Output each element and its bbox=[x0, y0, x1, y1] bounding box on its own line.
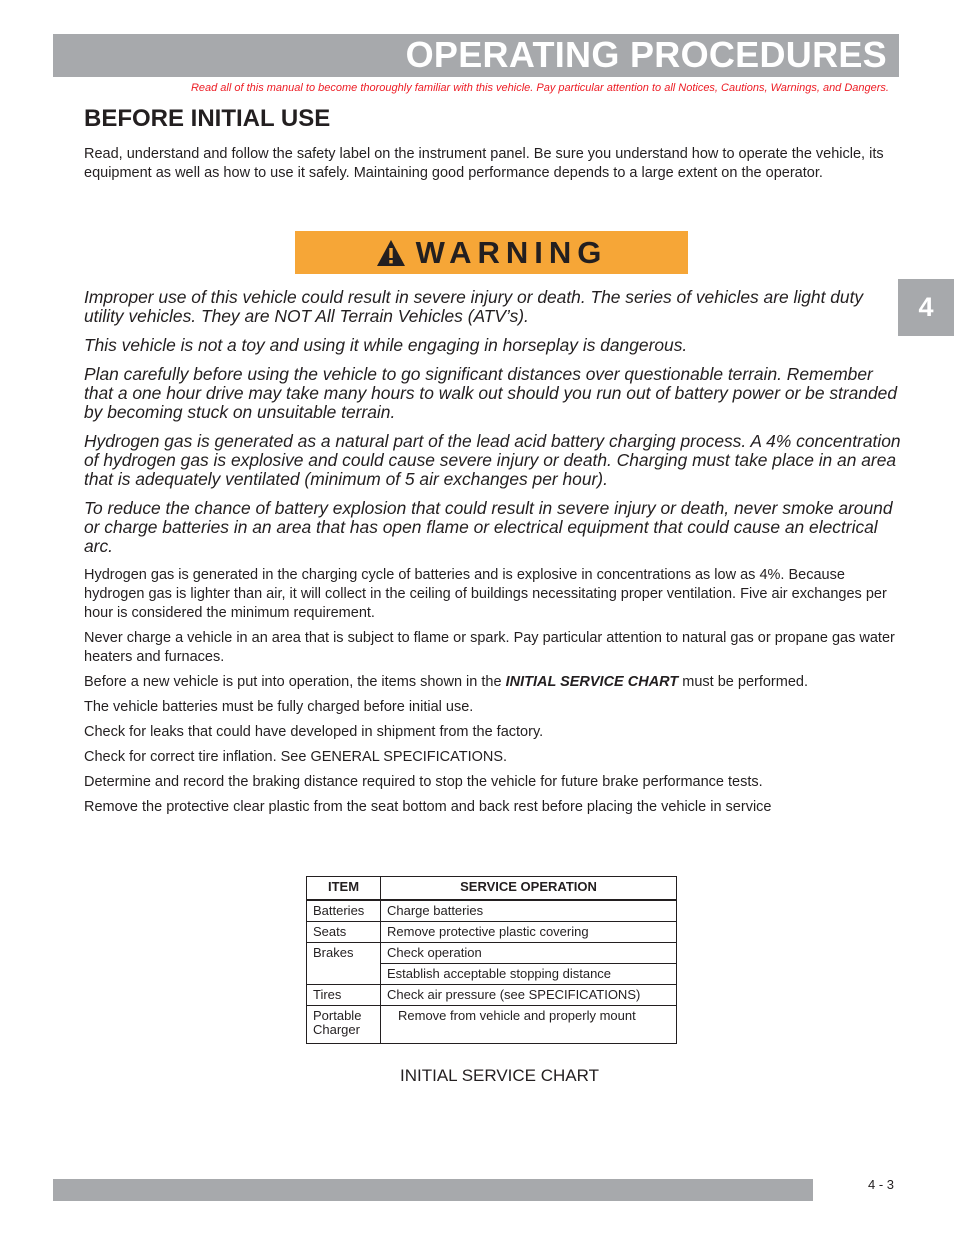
column-header-item: ITEM bbox=[307, 877, 381, 901]
body-text: must be performed. bbox=[678, 674, 808, 690]
body-paragraph: Check for correct tire inflation. See GENERAL SPECIFICATIONS. bbox=[84, 749, 508, 765]
item-cell: Brakes bbox=[307, 943, 381, 985]
warning-banner bbox=[295, 231, 688, 274]
chart-caption: INITIAL SERVICE CHART bbox=[399, 1066, 599, 1085]
item-cell: Portable Charger bbox=[307, 1006, 381, 1044]
operation-cell: Establish acceptable stopping distance bbox=[381, 964, 677, 985]
page-title: OPERATING PROCEDURES bbox=[405, 34, 887, 75]
table-row bbox=[307, 985, 677, 1006]
item-cell: Seats bbox=[307, 922, 381, 943]
body-paragraph: Never charge a vehicle in an area that is subject to flame or spark. Pay particular attention to natural gas or propane gas water heaters and furnaces. bbox=[84, 630, 895, 665]
warning-paragraph: To reduce the chance of battery explosion that could result in severe injury or death, never smoke around or charge batteries in an area that has open flame or electrical equipment that could cause an electrical arc. bbox=[84, 498, 893, 556]
warning-label: WARNING bbox=[415, 234, 608, 270]
warning-paragraph: This vehicle is not a toy and using it while engaging in horseplay is dangerous. bbox=[84, 335, 688, 355]
item-cell: Tires bbox=[307, 985, 381, 1006]
warning-paragraph: Hydrogen gas is generated as a natural part of the lead acid battery charging process. A 4% concentration of hydrogen gas is explosive and could cause severe injury or death. Charging must take place in an area that is adequately ventilated (minimum of 5 air exchanges per hour). bbox=[84, 431, 901, 489]
column-header-operation: SERVICE OPERATION bbox=[381, 877, 677, 901]
operation-cell: Check air pressure (see SPECIFICATIONS) bbox=[381, 985, 677, 1006]
operation-cell: Remove from vehicle and properly mount bbox=[381, 1006, 677, 1044]
table-row bbox=[307, 943, 677, 964]
body-paragraph: The vehicle batteries must be fully charged before initial use. bbox=[84, 699, 474, 715]
header-bar bbox=[53, 34, 899, 77]
manual-notice: Read all of this manual to become thoroughly familiar with this vehicle. Pay particular attention to all Notices, Cautions, Warnings, and Dangers. bbox=[190, 82, 889, 94]
page-number: 4 - 3 bbox=[868, 1177, 895, 1192]
operation-cell: Remove protective plastic covering bbox=[381, 922, 677, 943]
warning-triangle-icon bbox=[376, 238, 406, 268]
body-paragraph: Remove the protective clear plastic from the seat bottom and back rest before placing the vehicle in service bbox=[84, 799, 772, 815]
footer-bar bbox=[53, 1179, 813, 1201]
initial-service-chart bbox=[306, 876, 677, 1044]
warning-paragraph: Improper use of this vehicle could result in severe injury or death. The series of vehicles are light duty utility vehicles. They are NOT All Terrain Vehicles (ATV’s). bbox=[84, 287, 864, 326]
intro-paragraph: Read, understand and follow the safety label on the instrument panel. Be sure you understand how to operate the vehicle, its equipment as well as how to use it safely. Maintaining good performance depends to a large extent on the operator. bbox=[84, 146, 884, 181]
warning-text-block bbox=[84, 288, 904, 566]
body-paragraph bbox=[84, 673, 902, 692]
table-row bbox=[307, 900, 677, 922]
body-paragraph: Check for leaks that could have developed in shipment from the factory. bbox=[84, 724, 544, 740]
table-row bbox=[307, 922, 677, 943]
body-paragraph: Hydrogen gas is generated in the charging cycle of batteries and is explosive in concentrations as low as 4%. Because hydrogen gas is lighter than air, it will collect in the ceiling of buildings necessitating proper ventilation. Five air exchanges per hour is considered the minimum requirement. bbox=[84, 567, 887, 621]
item-cell: Batteries bbox=[307, 900, 381, 922]
section-title: BEFORE INITIAL USE bbox=[84, 105, 331, 132]
body-paragraph: Determine and record the braking distance required to stop the vehicle for future brake performance tests. bbox=[84, 774, 763, 790]
warning-paragraph: Plan carefully before using the vehicle to go significant distances over questionable terrain. Remember that a one hour drive may take many hours to walk out should you run out of battery power or be stranded by becoming stuck on unsuitable terrain. bbox=[84, 364, 897, 422]
table-row bbox=[307, 1006, 677, 1044]
body-text-block bbox=[84, 566, 902, 823]
table-header-row bbox=[307, 877, 677, 901]
chapter-tab: 4 bbox=[898, 279, 954, 336]
chart-reference: INITIAL SERVICE CHART bbox=[505, 674, 679, 690]
body-text: Before a new vehicle is put into operation, the items shown in the bbox=[84, 674, 506, 690]
operation-cell: Check operation bbox=[381, 943, 677, 964]
operation-cell: Charge batteries bbox=[381, 900, 677, 922]
